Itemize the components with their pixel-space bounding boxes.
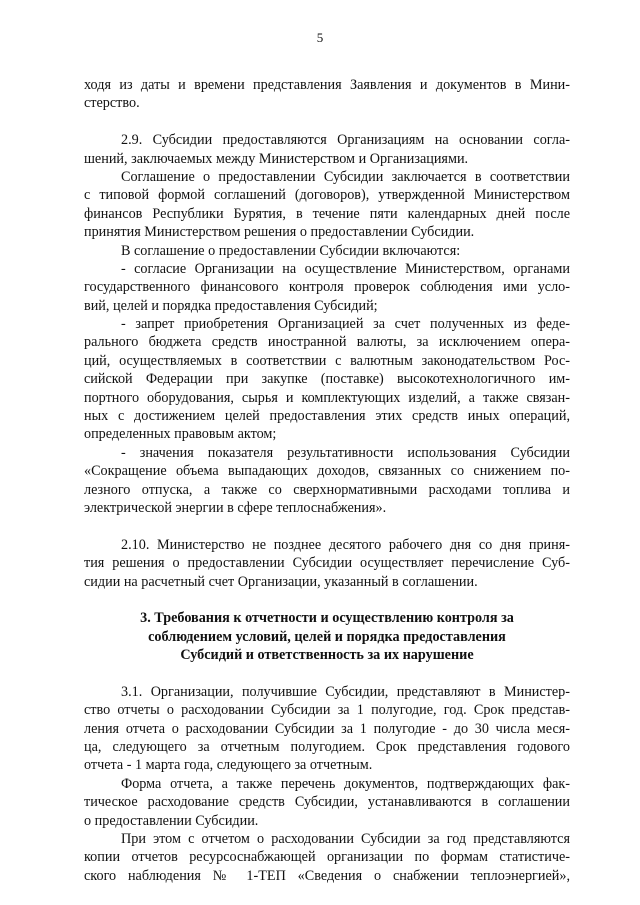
- text-line: о предоставлении Субсидии.: [84, 812, 259, 829]
- text-line: ций, осуществляемых в соответствии с валютным законодательством Рос-: [84, 352, 570, 369]
- text-line: копии отчетов ресурсоснабжающей организации по формам статистиче-: [84, 849, 570, 866]
- text-line: Форма отчета, а также перечень документов, подтверждающих фак-: [121, 775, 570, 792]
- text-line: шений, заключаемых между Министерством и Организациями.: [84, 150, 469, 167]
- text-line: отчета - 1 марта года, следующего за отчетным.: [84, 757, 373, 774]
- text-line: тия решения о предоставлении Субсидии осуществляет перечисление Суб-: [84, 555, 570, 572]
- text-line: портного оборудования, сырья и комплектующих изделий, а также связан-: [84, 389, 570, 406]
- text-line: стерство.: [84, 95, 140, 112]
- text-line: При этом с отчетом о расходовании Субсидии за год представляются: [121, 831, 570, 848]
- text-line: государственного финансового контроля проверок соблюдения ими усло-: [84, 279, 570, 296]
- text-line: В соглашение о предоставлении Субсидии включаются:: [121, 242, 461, 259]
- text-line: принятия Министерством решения о предоставлении Субсидии.: [84, 224, 475, 241]
- text-line: - значения показателя результативности использования Субсидии: [121, 444, 570, 461]
- paragraph-gap: [84, 591, 570, 609]
- section-heading: соблюдением условий, целей и порядка предоставления: [148, 628, 506, 645]
- text-line: электрической энергии в сфере теплоснабжения».: [84, 499, 387, 516]
- text-line: 2.9. Субсидии предоставляются Организациям на основании согла-: [121, 132, 570, 149]
- text-line: тическое расходование средств Субсидии, устанавливаются в соглашении: [84, 794, 570, 811]
- section-heading: 3. Требования к отчетности и осуществлению контроля за: [140, 610, 514, 627]
- section-heading: Субсидий и ответственность за их нарушение: [180, 647, 474, 664]
- page-number: 5: [316, 30, 324, 45]
- text-line: Соглашение о предоставлении Субсидии заключается в соответствии: [121, 168, 570, 185]
- text-line: ных с достижением целей предоставления этих средств иных операций,: [84, 408, 570, 425]
- text-line: вий, целей и порядка предоставления Субсидий;: [84, 297, 378, 314]
- text-line: ского наблюдения № 1-ТЕП «Сведения о снабжении теплоэнергией»,: [84, 867, 570, 884]
- text-line: ство отчеты о расходовании Субсидии за 1 полугодие, год. Срок представ-: [84, 702, 570, 719]
- text-line: ходя из даты и времени представления Заявления и документов в Мини-: [84, 77, 570, 93]
- text-line: определенных правовым актом;: [84, 426, 277, 443]
- paragraph-gap: [84, 517, 570, 535]
- text-line: 3.1. Организации, получившие Субсидии, представляют в Министер-: [121, 683, 570, 700]
- text-line: финансов Республики Бурятия, в течение пяти календарных дней после: [84, 205, 570, 222]
- text-line: сийской Федерации при закупке (поставке) высокотехнологичного им-: [84, 371, 570, 388]
- text-line: с типовой формой соглашений (договоров), утвержденной Министерством: [84, 187, 570, 204]
- text-line: 2.10. Министерство не позднее десятого рабочего дня со дня приня-: [121, 536, 570, 553]
- text-line: ца, следующего за отчетным полугодием. Срок представления годового: [84, 739, 570, 756]
- page-body: [84, 76, 570, 885]
- text-line: «Сокращение объема выпадающих доходов, связанных со снижением по-: [84, 463, 570, 480]
- paragraph-gap: [84, 113, 570, 131]
- text-line: лезного отпуска, а также со сверхнормативными расходами топлива и: [84, 481, 570, 498]
- paragraph-gap: [84, 665, 570, 683]
- text-line: ления отчета о расходовании Субсидии за 1 полугодие - до 30 числа меся-: [84, 720, 570, 737]
- text-line: - запрет приобретения Организацией за счет полученных из феде-: [121, 316, 570, 333]
- text-line: рального бюджета средств иностранной валюты, за исключением опера-: [84, 334, 570, 351]
- text-line: - согласие Организации на осуществление Министерством, органами: [121, 260, 570, 277]
- text-line: сидии на расчетный счет Организации, указанный в соглашении.: [84, 573, 478, 590]
